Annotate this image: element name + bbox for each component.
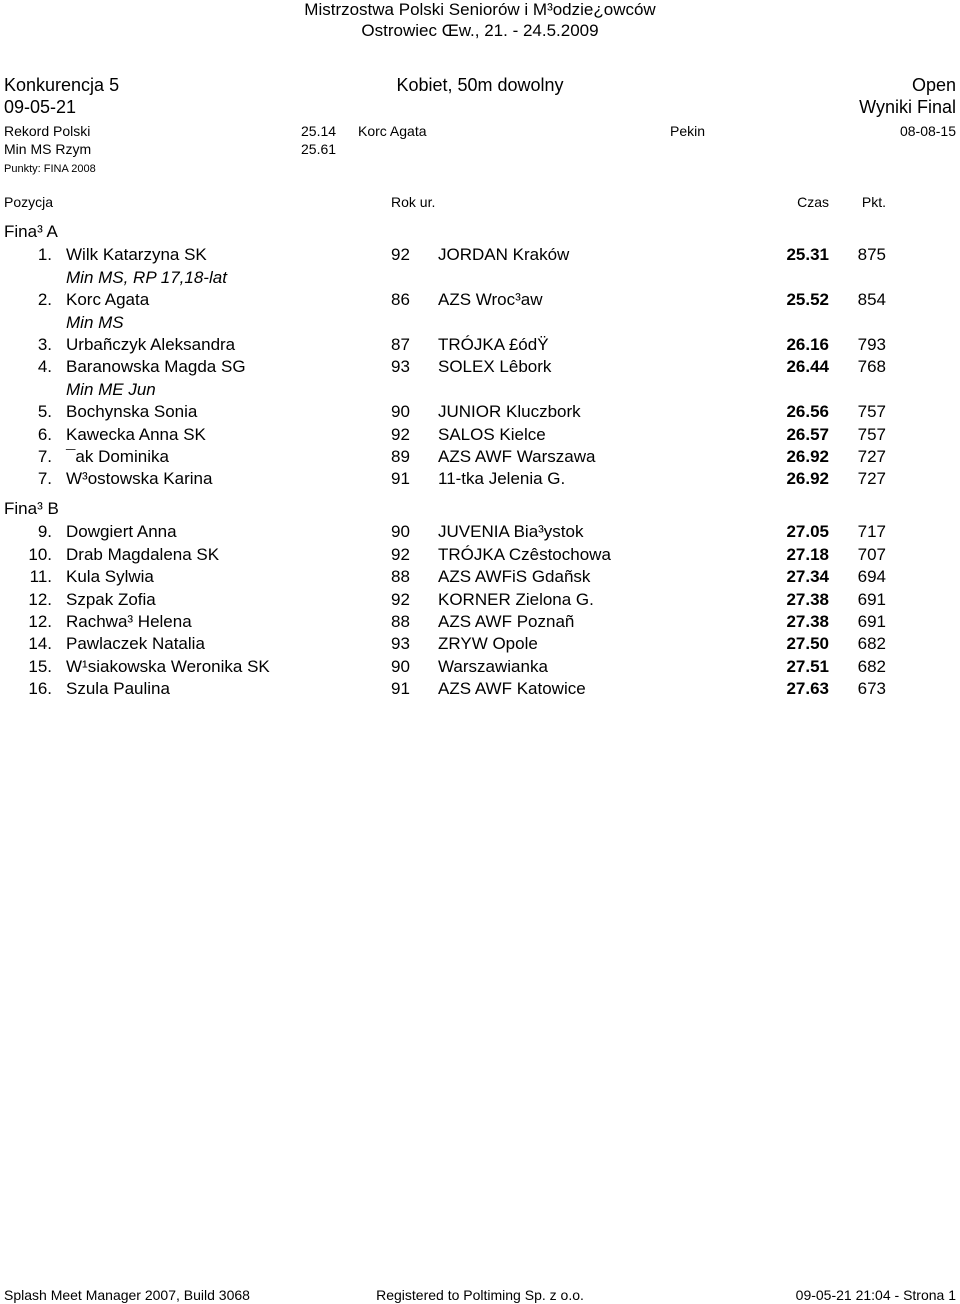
club-name: 11-tka Jelenia G. — [438, 469, 566, 489]
result-position: 5. — [37, 402, 52, 422]
event-stage: Wyniki Final — [859, 97, 956, 117]
result-time: 27.38 — [786, 589, 829, 609]
club-name: AZS AWF Warszawa — [438, 447, 596, 466]
result-time: 26.16 — [786, 335, 829, 354]
club-name: TRÓJKA £ódŸ — [438, 335, 549, 354]
final-title: Fina³ B — [4, 499, 59, 518]
result-position: 14. — [28, 634, 52, 654]
swimmer-name: Rachwa³ Helena — [66, 612, 192, 631]
result-points: 793 — [857, 335, 886, 354]
result-position: 2. — [37, 290, 52, 310]
result-points: 691 — [857, 589, 886, 609]
club-name: ZRYW Opole — [438, 634, 538, 654]
result-points: 727 — [857, 447, 886, 466]
event-name: Konkurencja 5 — [4, 75, 120, 95]
result-points: 757 — [857, 424, 886, 444]
club-name: JORDAN Kraków — [438, 245, 570, 265]
record-label: Rekord Polski — [4, 123, 91, 139]
swimmer-name: Dowgiert Anna — [66, 522, 177, 542]
result-time: 27.63 — [786, 679, 829, 699]
qualification-note: Min MS, RP 17,18-lat — [66, 267, 227, 287]
result-position: 12. — [28, 612, 52, 631]
birth-year: 92 — [391, 245, 410, 265]
result-time: 26.44 — [786, 357, 829, 377]
column-header-points: Pkt. — [861, 194, 886, 210]
column-header-position: Pozycja — [4, 194, 54, 210]
swimmer-name: Korc Agata — [66, 290, 150, 310]
result-position: 10. — [28, 544, 52, 564]
event-description: Kobiet, 50m dowolny — [396, 75, 564, 95]
result-points: 673 — [857, 679, 886, 699]
footer-registered: Registered to Poltiming Sp. z o.o. — [376, 1287, 584, 1303]
birth-year: 90 — [391, 522, 410, 542]
record-time: 25.14 — [301, 123, 337, 139]
birth-year: 89 — [391, 447, 410, 466]
result-points: 757 — [857, 402, 886, 422]
swimmer-name: Bochynska Sonia — [66, 402, 198, 422]
event-date: 09-05-21 — [4, 97, 77, 117]
swimmer-name: Baranowska Magda SG — [66, 357, 246, 377]
column-header-year: Rok ur. — [391, 194, 436, 210]
result-position: 16. — [28, 679, 52, 699]
birth-year: 88 — [391, 567, 410, 587]
birth-year: 93 — [391, 634, 410, 654]
result-time: 27.05 — [786, 522, 829, 542]
result-time: 26.56 — [786, 402, 829, 422]
result-position: 11. — [29, 567, 52, 587]
swimmer-name: Urbañczyk Aleksandra — [66, 335, 236, 354]
birth-year: 92 — [391, 424, 410, 444]
qualification-note: Min MS — [66, 312, 124, 332]
footer-software: Splash Meet Manager 2007, Build 3068 — [4, 1287, 250, 1303]
record-place: Pekin — [670, 123, 706, 139]
result-position: 4. — [37, 357, 52, 377]
result-position: 6. — [37, 424, 52, 444]
birth-year: 90 — [391, 656, 410, 676]
club-name: JUVENIA Bia³ystok — [438, 522, 584, 542]
result-time: 25.52 — [786, 290, 829, 310]
swimmer-name: Szpak Zofia — [66, 589, 156, 609]
club-name: TRÓJKA Czêstochowa — [438, 544, 611, 564]
result-points: 768 — [857, 357, 886, 377]
club-name: SOLEX Lêbork — [438, 357, 552, 377]
result-points: 854 — [857, 290, 886, 310]
club-name: SALOS Kielce — [438, 424, 546, 444]
birth-year: 92 — [391, 589, 410, 609]
result-position: 7. — [37, 447, 52, 466]
final-title: Fina³ A — [4, 222, 58, 241]
result-points: 682 — [857, 634, 886, 654]
swimmer-name: Kula Sylwia — [66, 567, 154, 587]
result-points: 707 — [857, 544, 886, 564]
result-points: 682 — [857, 656, 886, 676]
swimmer-name: Szula Paulina — [66, 679, 170, 699]
result-time: 27.51 — [786, 656, 829, 676]
birth-year: 90 — [391, 402, 410, 422]
birth-year: 91 — [391, 469, 410, 489]
result-points: 727 — [857, 469, 886, 489]
meet-title: Mistrzostwa Polski Seniorów i M³odzie¿owców — [304, 0, 656, 19]
swimmer-name: ¯ak Dominika — [66, 447, 169, 466]
result-points: 875 — [857, 245, 886, 265]
birth-year: 87 — [391, 335, 410, 354]
club-name: AZS AWF Katowice — [438, 679, 586, 699]
result-time: 26.57 — [786, 424, 829, 444]
swimmer-name: Drab Magdalena SK — [66, 544, 220, 564]
club-name: AZS Wroc³aw — [438, 290, 543, 310]
result-time: 27.38 — [786, 612, 829, 631]
swimmer-name: Wilk Katarzyna SK — [66, 245, 207, 265]
swimmer-name: Kawecka Anna SK — [66, 424, 206, 444]
result-position: 15. — [28, 656, 52, 676]
birth-year: 86 — [391, 290, 410, 310]
footer-printed: 09-05-21 21:04 - Strona 1 — [795, 1287, 956, 1303]
event-category: Open — [911, 75, 956, 95]
result-position: 3. — [37, 335, 52, 354]
club-name: KORNER Zielona G. — [438, 589, 594, 609]
club-name: AZS AWF Poznañ — [438, 612, 575, 631]
result-time: 26.92 — [786, 469, 829, 489]
meet-subtitle: Ostrowiec Œw., 21. - 24.5.2009 — [361, 21, 599, 40]
result-position: 7. — [37, 469, 52, 489]
result-points: 691 — [857, 612, 886, 631]
club-name: Warszawianka — [438, 656, 548, 676]
birth-year: 92 — [391, 544, 410, 564]
result-points: 717 — [857, 522, 886, 542]
points-note: Punkty: FINA 2008 — [4, 163, 96, 175]
swimmer-name: Pawlaczek Natalia — [66, 634, 205, 654]
result-position: 12. — [28, 589, 52, 609]
record-date: 08-08-15 — [899, 123, 956, 139]
result-points: 694 — [857, 567, 886, 587]
qualification-note: Min ME Jun — [66, 379, 156, 399]
birth-year: 93 — [391, 357, 410, 377]
swimmer-name: W¹siakowska Weronika SK — [66, 656, 270, 676]
birth-year: 91 — [391, 679, 410, 699]
result-time: 25.31 — [786, 245, 829, 265]
record-holder: Korc Agata — [358, 123, 427, 139]
record-time: 25.61 — [301, 141, 337, 157]
record-label: Min MS Rzym — [4, 141, 92, 157]
club-name: JUNIOR Kluczbork — [438, 402, 581, 422]
birth-year: 88 — [391, 612, 410, 631]
result-time: 27.34 — [786, 567, 829, 587]
result-time: 27.18 — [786, 544, 829, 564]
club-name: AZS AWFiS Gdañsk — [438, 567, 591, 587]
swimmer-name: W³ostowska Karina — [66, 469, 213, 489]
result-time: 27.50 — [786, 634, 829, 654]
result-position: 9. — [37, 522, 52, 542]
result-time: 26.92 — [786, 447, 829, 466]
result-position: 1. — [37, 245, 52, 265]
column-header-time: Czas — [797, 194, 829, 210]
